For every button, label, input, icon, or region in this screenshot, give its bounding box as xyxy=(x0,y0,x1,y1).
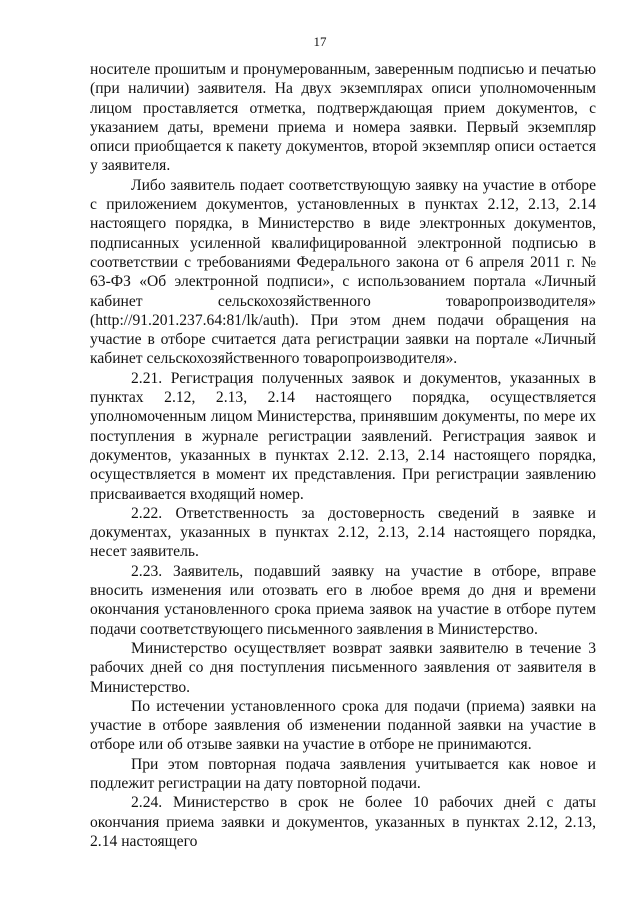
paragraph: Министерство осуществляет возврат заявки заявителю в течение 3 рабочих дней со дня поступления письменного заявления от заявителя в Министерство. xyxy=(90,639,596,696)
paragraph: При этом повторная подача заявления учитывается как новое и подлежит регистрации на дату повторной подачи. xyxy=(90,755,596,792)
paragraph: Либо заявитель подает соответствующую заявку на участие в отборе с приложением документов, установленных в пунктах 2.12, 2.13, 2.14 настоящего порядка, в Министерство в виде электронных документов, подписанных усиленной квалифицированной электронной подписью в соответствии с требованиями Федерального закона от 6 апреля 2011 г. № 63-ФЗ «Об электронной подписи», с использованием портала «Личный кабинет сельскохозяйственного товаропроизводителя» (http://91.201.237.64:81/lk/auth). При этом днем подачи обращения на участие в отборе считается дата регистрации заявки на портале «Личный кабинет сельскохозяйственного товаропроизводителя». xyxy=(90,176,596,368)
paragraph: По истечении установленного срока для подачи (приема) заявки на участие в отборе заявления об изменении поданной заявки на участие в отборе или об отзыве заявки на участие в отборе не принимаются. xyxy=(90,697,596,754)
paragraph: 2.21. Регистрация полученных заявок и документов, указанных в пунктах 2.12, 2.13, 2.14 настоящего порядка, осуществляется уполномоченным лицом Министерства, принявшим документы, по мере их поступления в журнале регистрации заявлений. Регистрация заявок и документов, указанных в пунктах 2.12. 2.13, 2.14 настоящего порядка, осуществляется в момент их представления. При регистрации заявлению присваивается входящий номер. xyxy=(90,369,596,503)
paragraph: 2.22. Ответственность за достоверность сведений в заявке и документах, указанных в пунктах 2.12, 2.13, 2.14 настоящего порядка, несет заявитель. xyxy=(90,504,596,561)
document-body xyxy=(90,60,596,851)
paragraph: 2.24. Министерство в срок не более 10 рабочих дней с даты окончания приема заявки и документов, указанных в пунктах 2.12, 2.13, 2.14 настоящего xyxy=(90,794,596,850)
paragraph: 2.23. Заявитель, подавший заявку на участие в отборе, вправе вносить изменения или отозвать его в любое время до дня и времени окончания установленного срока приема заявок на участие в отборе путем подачи соответствующего письменного заявления в Министерство. xyxy=(90,562,596,638)
paragraph: носителе прошитым и пронумерованным, заверенным подписью и печатью (при наличии) заявителя. На двух экземплярах описи уполномоченным лицом проставляется отметка, подтверждающая прием документов, с указанием даты, времени приема и номера заявки. Первый экземпляр описи приобщается к пакету документов, второй экземпляр описи остается у заявителя. xyxy=(90,61,596,175)
page-number: 17 xyxy=(313,34,327,49)
